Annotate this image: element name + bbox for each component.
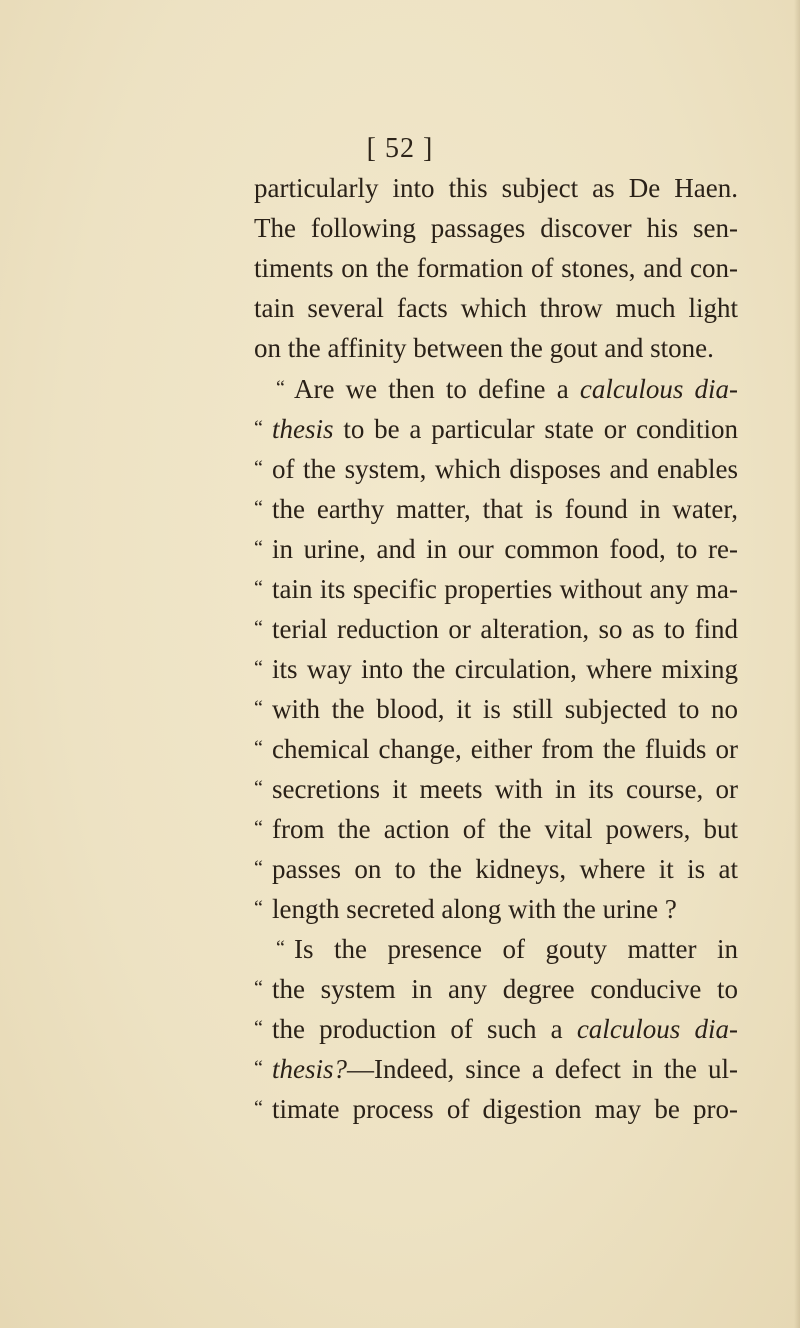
quote-line: “ tain its specific properties without any ma- [254,568,738,608]
quote-mark: “ [254,1017,263,1039]
quote-mark: “ [254,537,263,559]
quote-line: “ terial reduction or alteration, so as to find [254,608,738,648]
quote-line: “ secretions it meets with in its course, or [254,768,738,808]
text-line: The following passages discover his sen- [254,213,738,243]
text-line: particularly into this subject as De Haen. [254,173,738,203]
quote-line: “ timate process of digestion may be pro- [254,1088,738,1128]
quote-line: “ Are we then to define a calculous dia- [254,368,738,408]
quote-line: “ the earthy matter, that is found in water, [254,488,738,528]
quote-mark: “ [254,817,263,839]
quote-mark: “ [254,457,263,479]
quote-line: “ thesis?—Indeed, since a defect in the ul- [254,1048,738,1088]
body-text [254,168,738,1128]
quote-mark: “ [254,417,263,439]
quote-mark: “ [254,977,263,999]
quote-mark: “ [276,937,285,959]
quote-mark: “ [254,697,263,719]
page-number: [ 52 ] [366,133,434,164]
quote-mark: “ [276,377,285,399]
text-line: timents on the formation of stones, and con- [254,253,738,283]
quote-mark: “ [254,657,263,679]
quote-line: “ chemical change, either from the fluids or [254,728,738,768]
quote-mark: “ [254,1097,263,1119]
text-line: on the affinity between the gout and stone. [254,333,714,363]
quote-mark: “ [254,777,263,799]
quote-line: “ from the action of the vital powers, but [254,808,738,848]
quote-line: “ with the blood, it is still subjected to no [254,688,738,728]
quote-line: “ in urine, and in our common food, to re- [254,528,738,568]
quote-mark: “ [254,737,263,759]
quote-line: “ thesis to be a particular state or condition [254,408,738,448]
quote-line: “ passes on to the kidneys, where it is at [254,848,738,888]
quote-mark: “ [254,617,263,639]
quote-mark: “ [254,857,263,879]
quote-mark: “ [254,577,263,599]
quote-line: “ the system in any degree conducive to [254,968,738,1008]
quote-mark: “ [254,497,263,519]
quote-mark: “ [254,897,263,919]
quote-mark: “ [254,1057,263,1079]
quote-line: “ length secreted along with the urine ? [254,888,738,928]
quote-line: “ of the system, which disposes and enables [254,448,738,488]
page-edge-shadow [794,0,800,1328]
quote-line: “ Is the presence of gouty matter in [254,928,738,968]
quote-line: “ the production of such a calculous dia- [254,1008,738,1048]
quote-line: “ its way into the circulation, where mixing [254,648,738,688]
text-line: tain several facts which throw much light [254,293,738,323]
